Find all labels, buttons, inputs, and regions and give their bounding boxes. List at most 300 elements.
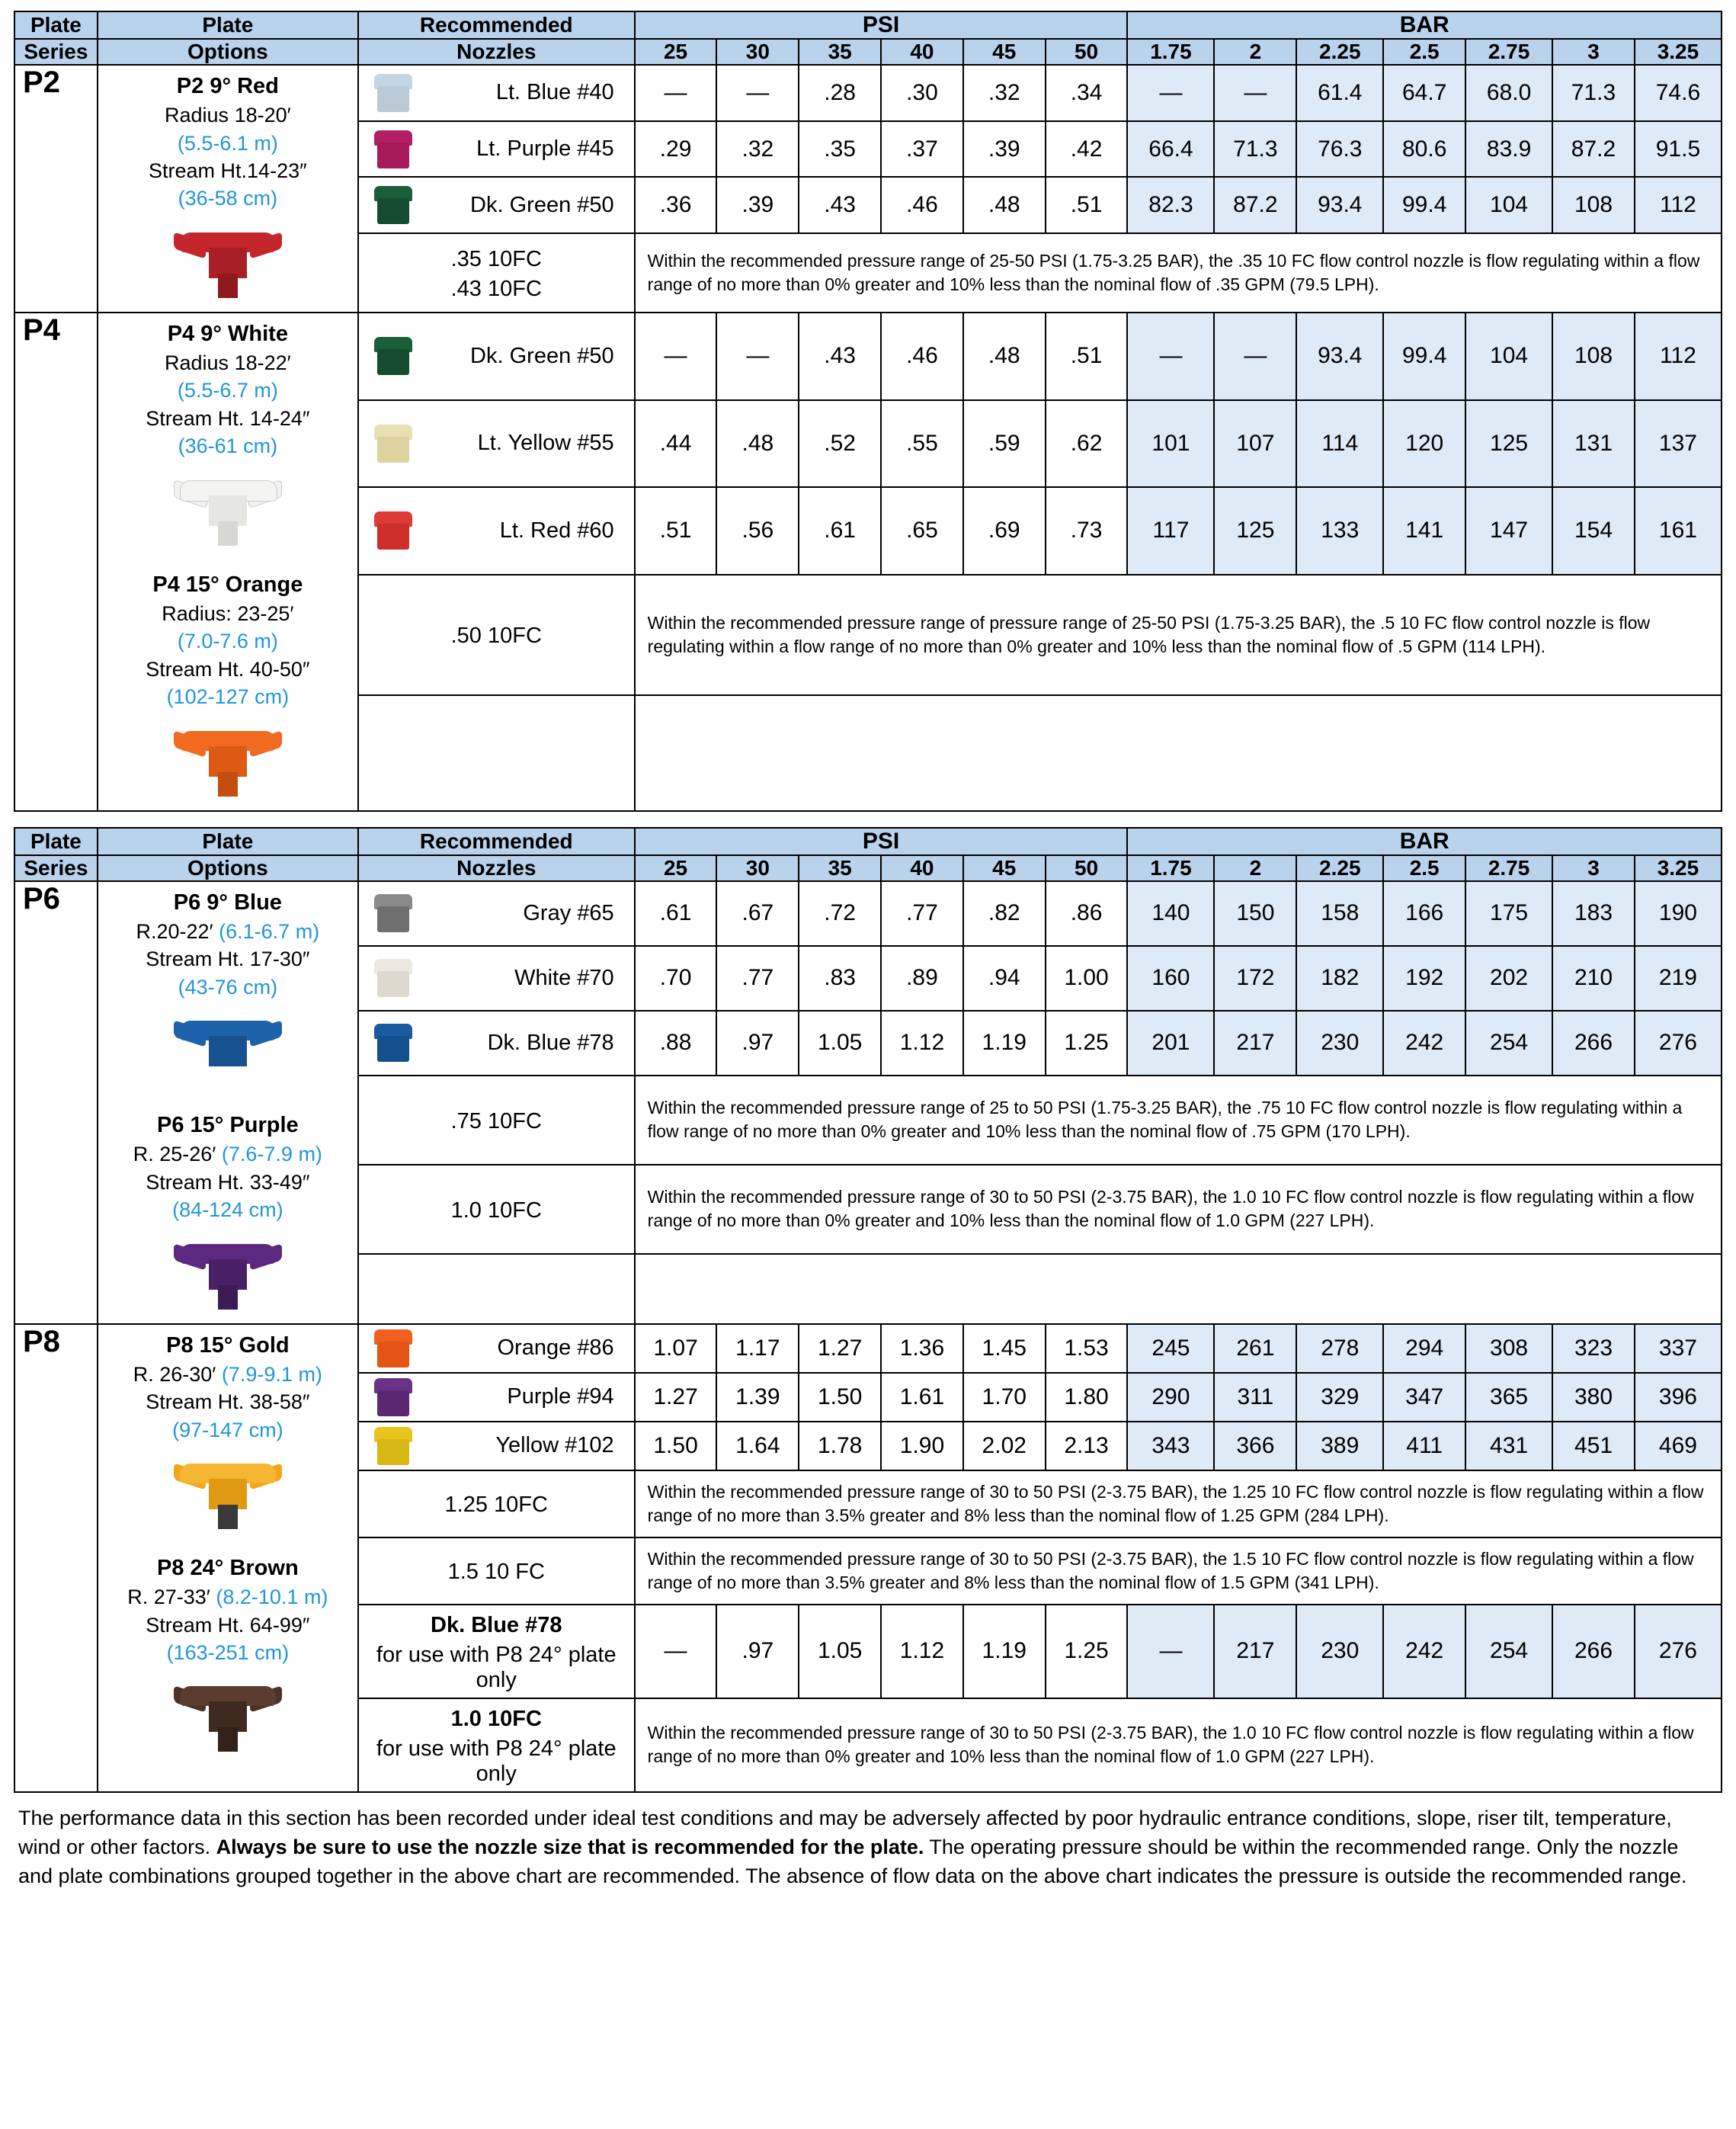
nozzle-icon <box>368 74 418 112</box>
header-nozzles-label: Recommended <box>419 829 573 853</box>
psi-35: 35 <box>828 40 852 63</box>
spacer-cell <box>635 1254 1722 1324</box>
value-cell: 230 <box>1296 1605 1383 1698</box>
series-label: P2 <box>23 66 60 99</box>
value-cell: .32 <box>963 65 1046 121</box>
value-cell: 71.3 <box>1552 65 1635 121</box>
series-cell-p2 <box>14 65 98 313</box>
fc-note: Within the recommended pressure range of 30 to 50 PSI (2-3.75 BAR), the 1.5 10 FC flow control nozzle is flow regulating within a flow range of no more than 3.5% greater and 8% less than the nominal flow of 1.5 GPM (341 LPH). <box>635 1537 1722 1605</box>
plate-option-stream: Stream Ht.14-23″ <box>149 159 307 183</box>
plate-option-stream: Stream Ht. 40-50″ <box>146 657 310 681</box>
bar-col-325 <box>1635 855 1722 881</box>
nozzle-label: Dk. Green #50 <box>470 343 614 368</box>
fc-note: Within the recommended pressure range of 30 to 50 PSI (2-3.75 BAR), the 1.25 10 FC flow control nozzle is flow regulating within a flow range of no more than 3.5% greater and 8% less than the nominal flow of 1.25 GPM (284 LPH). <box>635 1470 1722 1537</box>
bar-2: 2 <box>1249 40 1262 63</box>
header-psi-label: PSI <box>862 12 900 37</box>
spacer-cell <box>358 695 635 811</box>
header-series <box>14 39 98 65</box>
value-cell: 266 <box>1552 1605 1635 1698</box>
fc-label: 1.25 10FC <box>444 1493 548 1518</box>
plate-option-radius-metric: (5.5-6.1 m) <box>177 131 278 155</box>
value-cell: 125 <box>1214 487 1296 575</box>
spacer-cell <box>358 1254 635 1324</box>
nozzle-cell-extra <box>358 1605 635 1698</box>
value-cell: 93.4 <box>1296 177 1383 233</box>
value-cell: 1.80 <box>1046 1373 1128 1422</box>
value-cell: .94 <box>963 946 1046 1011</box>
value-cell: 242 <box>1383 1605 1465 1698</box>
series-cell-p4 <box>14 313 98 811</box>
table-row <box>14 65 1722 121</box>
fc-label: 1.5 10 FC <box>447 1560 545 1585</box>
nozzle-label: Lt. Blue #40 <box>495 80 614 105</box>
value-cell: 451 <box>1552 1422 1635 1470</box>
value-cell: 83.9 <box>1465 121 1552 178</box>
value-cell: .48 <box>716 400 799 488</box>
value-cell: 112 <box>1635 313 1722 400</box>
nozzle-icon <box>368 959 418 997</box>
value-cell: 1.19 <box>963 1011 1046 1076</box>
bar-col-225 <box>1296 855 1383 881</box>
plate-option-stream: Stream Ht. 33-49″ <box>146 1170 310 1194</box>
nozzle-icon <box>368 130 418 168</box>
value-cell: .69 <box>963 487 1046 575</box>
value-cell: 1.05 <box>799 1011 881 1076</box>
value-cell: 329 <box>1296 1373 1383 1422</box>
plate-option-stream-metric: (36-61 cm) <box>178 434 278 458</box>
value-cell: 1.53 <box>1046 1324 1128 1373</box>
nozzle-label: Dk. Blue #78 <box>431 1612 562 1637</box>
header-plate-label: Plate <box>30 829 82 853</box>
value-cell: 82.3 <box>1127 177 1214 233</box>
value-cell: 1.25 <box>1046 1605 1128 1698</box>
value-cell: 68.0 <box>1465 65 1552 121</box>
plate-option-title: P8 24° Brown <box>157 1556 299 1581</box>
bar-col-275 <box>1465 39 1552 65</box>
nozzle-icon <box>368 1427 418 1465</box>
value-cell: .97 <box>716 1011 799 1076</box>
value-cell: 431 <box>1465 1422 1552 1470</box>
fc-label-cell <box>358 1165 635 1254</box>
value-cell: 337 <box>1635 1324 1722 1373</box>
footer-note <box>14 1793 1722 1891</box>
value-cell: .43 <box>799 313 881 400</box>
value-cell: .39 <box>716 177 799 233</box>
value-cell: 1.05 <box>799 1605 881 1698</box>
plate-option-radius: Radius 18-20′ <box>165 104 291 127</box>
psi-35: 35 <box>828 855 852 880</box>
value-cell: 294 <box>1383 1324 1465 1373</box>
plate-option-stream-metric: (102-127 cm) <box>166 685 290 709</box>
bar-2: 2 <box>1249 855 1262 880</box>
value-cell: — <box>635 1605 717 1698</box>
nozzle-icon <box>368 1329 418 1367</box>
bar-3: 3 <box>1587 855 1600 880</box>
bar-col-2 <box>1214 855 1296 881</box>
fc-label-cell <box>358 233 635 313</box>
nozzle-icon <box>368 894 418 932</box>
header-bar-label: BAR <box>1399 12 1449 37</box>
value-cell: 101 <box>1127 400 1214 488</box>
value-cell: .72 <box>799 881 881 946</box>
bar-col-275 <box>1465 855 1552 881</box>
value-cell: 175 <box>1465 881 1552 946</box>
value-cell: 278 <box>1296 1324 1383 1373</box>
fc-label-cell <box>358 1698 635 1792</box>
nozzle-label: Gray #65 <box>523 900 614 925</box>
psi-50: 50 <box>1074 855 1099 880</box>
value-cell: 87.2 <box>1214 177 1296 233</box>
fc-note: Within the recommended pressure range of 25 to 50 PSI (1.75-3.25 BAR), the .75 10 FC flow control nozzle is flow regulating within a flow range of no more than 0% greater and 10% less than the nominal flow of .75 GPM (170 LPH). <box>635 1076 1722 1165</box>
bar-col-175 <box>1127 39 1214 65</box>
value-cell: 311 <box>1214 1373 1296 1422</box>
plate-option-radius: Radius 18-22′ <box>165 351 291 375</box>
value-cell: .97 <box>716 1605 799 1698</box>
value-cell: 396 <box>1635 1373 1722 1422</box>
value-cell: 2.02 <box>963 1422 1046 1470</box>
value-cell: .61 <box>799 487 881 575</box>
value-cell: 104 <box>1465 313 1552 400</box>
header-plate-options-label: Plate <box>202 13 254 37</box>
value-cell: 74.6 <box>1635 65 1722 121</box>
psi-40: 40 <box>910 855 934 880</box>
value-cell: .59 <box>963 400 1046 488</box>
value-cell: 1.61 <box>881 1373 963 1422</box>
value-cell: 1.50 <box>635 1422 717 1470</box>
value-cell: 1.07 <box>635 1324 717 1373</box>
sprayer-icon <box>171 1007 285 1091</box>
value-cell: .42 <box>1046 121 1128 178</box>
value-cell: 93.4 <box>1296 313 1383 400</box>
nozzle-cell <box>358 313 635 400</box>
bar-275: 2.75 <box>1488 40 1530 63</box>
value-cell: 276 <box>1635 1011 1722 1076</box>
value-cell: 1.00 <box>1046 946 1128 1011</box>
psi-col-30 <box>716 855 799 881</box>
value-cell: 1.12 <box>881 1011 963 1076</box>
header-psi <box>635 11 1128 39</box>
value-cell: — <box>1214 313 1296 400</box>
plate-option-title: P6 15° Purple <box>157 1113 299 1138</box>
value-cell: .77 <box>716 946 799 1011</box>
value-cell: 158 <box>1296 881 1383 946</box>
fc-note: Within the recommended pressure range of 30 to 50 PSI (2-3.75 BAR), the 1.0 10 FC flow control nozzle is flow regulating within a flow range of no more than 0% greater and 10% less than the nominal flow of 1.0 GPM (227 LPH). <box>635 1698 1722 1792</box>
table-header-row-1 <box>14 11 1722 39</box>
value-cell: 290 <box>1127 1373 1214 1422</box>
header-plate-options-top <box>98 11 358 39</box>
value-cell: .44 <box>635 400 717 488</box>
plate-option-stream-metric: (84-124 cm) <box>172 1198 283 1222</box>
value-cell: .52 <box>799 400 881 488</box>
value-cell: 182 <box>1296 946 1383 1011</box>
chart-table-bottom <box>14 827 1722 1793</box>
value-cell: 1.27 <box>635 1373 717 1422</box>
bar-325: 3.25 <box>1657 40 1699 63</box>
psi-col-40 <box>881 39 963 65</box>
header-plate <box>14 828 98 855</box>
value-cell: 201 <box>1127 1011 1214 1076</box>
value-cell: 117 <box>1127 487 1214 575</box>
value-cell: .82 <box>963 881 1046 946</box>
value-cell: 71.3 <box>1214 121 1296 178</box>
plate-option-title: P8 15° Gold <box>166 1332 290 1358</box>
bar-25: 2.5 <box>1409 855 1440 880</box>
value-cell: .43 <box>799 177 881 233</box>
plate-option-radius-metric: (7.0-7.6 m) <box>177 630 278 653</box>
header-nozzles-label2: Nozzles <box>456 855 536 880</box>
plate-option-radius-metric: (7.9-9.1 m) <box>221 1362 322 1386</box>
header-nozzles <box>358 855 635 881</box>
table-row <box>14 313 1722 400</box>
footer-text-2: The operating pressure should be within the recommended range. Only the nozzle and plate combinations grouped together in the above chart are recommended. The absence of flow data on the above chart indicates the pressure is outside the recommended range. <box>18 1836 1687 1888</box>
nozzle-cell <box>358 121 635 178</box>
value-cell: 1.90 <box>881 1422 963 1470</box>
psi-col-50 <box>1046 855 1128 881</box>
bar-col-25 <box>1383 39 1465 65</box>
plate-option-stream-metric: (36-58 cm) <box>178 187 278 210</box>
value-cell: 1.50 <box>799 1373 881 1422</box>
value-cell: 87.2 <box>1552 121 1635 178</box>
plate-option-stream-metric: (43-76 cm) <box>178 975 278 999</box>
nozzle-icon <box>368 425 418 463</box>
nozzle-cell <box>358 65 635 121</box>
value-cell: 1.17 <box>716 1324 799 1373</box>
value-cell: .48 <box>963 313 1046 400</box>
bar-175: 1.75 <box>1150 855 1192 880</box>
nozzle-label: Dk. Green #50 <box>470 192 614 217</box>
value-cell: .35 <box>799 121 881 178</box>
header-nozzles-label2: Nozzles <box>456 40 536 63</box>
value-cell: 131 <box>1552 400 1635 488</box>
value-cell: — <box>635 313 717 400</box>
value-cell: 141 <box>1383 487 1465 575</box>
value-cell: 1.39 <box>716 1373 799 1422</box>
value-cell: 245 <box>1127 1324 1214 1373</box>
psi-col-50 <box>1046 39 1128 65</box>
nozzle-cell <box>358 400 635 488</box>
psi-25: 25 <box>663 855 688 880</box>
header-nozzles <box>358 39 635 65</box>
plate-option-radius-metric: (8.2-10.1 m) <box>216 1586 328 1609</box>
header-options-label: Options <box>187 40 268 63</box>
nozzle-icon <box>368 1024 418 1062</box>
value-cell: .37 <box>881 121 963 178</box>
value-cell: 230 <box>1296 1011 1383 1076</box>
value-cell: 261 <box>1214 1324 1296 1373</box>
header-options <box>98 855 358 881</box>
value-cell: .29 <box>635 121 717 178</box>
value-cell: 112 <box>1635 177 1722 233</box>
value-cell: .48 <box>963 177 1046 233</box>
sprayer-icon <box>171 1672 285 1756</box>
value-cell: 99.4 <box>1383 177 1465 233</box>
value-cell: .51 <box>635 487 717 575</box>
psi-col-25 <box>635 39 717 65</box>
series-label: P6 <box>23 881 60 915</box>
nozzle-label: Lt. Purple #45 <box>476 136 614 162</box>
header-nozzles-top <box>358 11 635 39</box>
fc-note: Within the recommended pressure range of 30 to 50 PSI (2-3.75 BAR), the 1.0 10 FC flow control nozzle is flow regulating within a flow range of no more than 0% greater and 10% less than the nominal flow of 1.0 GPM (227 LPH). <box>635 1165 1722 1254</box>
sprayer-icon <box>171 219 285 303</box>
fc-label: .35 10FC <box>450 247 542 272</box>
plate-option-stream: Stream Ht. 38-58″ <box>146 1390 310 1414</box>
value-cell: 1.64 <box>716 1422 799 1470</box>
value-cell: .61 <box>635 881 717 946</box>
bar-col-225 <box>1296 39 1383 65</box>
value-cell: 469 <box>1635 1422 1722 1470</box>
nozzle-icon <box>368 337 418 375</box>
value-cell: 1.78 <box>799 1422 881 1470</box>
value-cell: — <box>1127 313 1214 400</box>
nozzle-label: Orange #86 <box>497 1335 614 1361</box>
value-cell: 99.4 <box>1383 313 1465 400</box>
nozzle-label: Yellow #102 <box>495 1433 614 1458</box>
value-cell: .62 <box>1046 400 1128 488</box>
value-cell: 133 <box>1296 487 1383 575</box>
nozzle-label: Dk. Blue #78 <box>487 1030 614 1055</box>
fc-label-cell <box>358 1076 635 1165</box>
nozzle-cell <box>358 177 635 233</box>
nozzle-sublabel: for use with P8 24° plate only <box>376 1642 617 1692</box>
fc-label: .75 10FC <box>450 1108 542 1133</box>
psi-50: 50 <box>1074 40 1099 63</box>
fc-note: Within the recommended pressure range of pressure range of 25-50 PSI (1.75-3.25 BAR), the .5 10 FC flow control nozzle is flow regulating within a flow range of no more than 0% greater and 10% less than the nominal flow of .5 GPM (114 LPH). <box>635 575 1722 695</box>
header-series <box>14 855 98 881</box>
value-cell: 365 <box>1465 1373 1552 1422</box>
psi-col-40 <box>881 855 963 881</box>
table-header-row-2 <box>14 855 1722 881</box>
value-cell: .56 <box>716 487 799 575</box>
value-cell: .51 <box>1046 177 1128 233</box>
value-cell: .46 <box>881 313 963 400</box>
psi-col-25 <box>635 855 717 881</box>
value-cell: 1.27 <box>799 1324 881 1373</box>
value-cell: 104 <box>1465 177 1552 233</box>
value-cell: 266 <box>1552 1011 1635 1076</box>
value-cell: 108 <box>1552 313 1635 400</box>
fc-label-cell <box>358 575 635 695</box>
table-row <box>14 881 1722 946</box>
value-cell: 254 <box>1465 1011 1552 1076</box>
bar-col-25 <box>1383 855 1465 881</box>
table-header-row-2 <box>14 39 1722 65</box>
plate-option-radius: Radius: 23-25′ <box>162 601 294 625</box>
value-cell: .28 <box>799 65 881 121</box>
value-cell: .32 <box>716 121 799 178</box>
value-cell: 80.6 <box>1383 121 1465 178</box>
value-cell: 172 <box>1214 946 1296 1011</box>
value-cell: 160 <box>1127 946 1214 1011</box>
value-cell: 150 <box>1214 881 1296 946</box>
value-cell: 190 <box>1635 881 1722 946</box>
nozzle-label: Purple #94 <box>507 1384 614 1409</box>
nozzle-cell <box>358 1011 635 1076</box>
value-cell: 108 <box>1552 177 1635 233</box>
fc-label: 1.0 10FC <box>450 1706 542 1731</box>
value-cell: 154 <box>1552 487 1635 575</box>
value-cell: 380 <box>1552 1373 1635 1422</box>
bar-225: 2.25 <box>1319 855 1361 880</box>
plate-options-p6 <box>98 881 358 1324</box>
value-cell: 219 <box>1635 946 1722 1011</box>
value-cell: .34 <box>1046 65 1128 121</box>
fc-label-cell <box>358 1537 635 1605</box>
fc-sublabel: for use with P8 24° plate only <box>376 1736 617 1786</box>
fc-label: .50 10FC <box>450 624 542 649</box>
chart-table-top <box>14 11 1722 812</box>
value-cell: — <box>635 65 717 121</box>
value-cell: 91.5 <box>1635 121 1722 178</box>
value-cell: 1.19 <box>963 1605 1046 1698</box>
fc-label: 1.0 10FC <box>450 1198 542 1223</box>
plate-options-p4 <box>98 313 358 811</box>
bar-325: 3.25 <box>1657 855 1699 880</box>
nozzle-cell <box>358 1373 635 1422</box>
value-cell: .83 <box>799 946 881 1011</box>
plate-option-radius-metric: (7.6-7.9 m) <box>221 1143 322 1166</box>
psi-col-45 <box>963 39 1046 65</box>
value-cell: 1.36 <box>881 1324 963 1373</box>
nozzle-cell <box>358 487 635 575</box>
bar-col-3 <box>1552 39 1635 65</box>
nozzle-label: Lt. Red #60 <box>499 518 614 543</box>
plate-option-radius-metric: (6.1-6.7 m) <box>219 919 320 943</box>
nozzle-cell <box>358 1422 635 1470</box>
footer-text-bold: Always be sure to use the nozzle size that is recommended for the plate. <box>216 1836 924 1859</box>
header-options <box>98 39 358 65</box>
nozzle-cell <box>358 881 635 946</box>
series-cell-p8 <box>14 1324 98 1792</box>
value-cell: .55 <box>881 400 963 488</box>
header-series-label: Series <box>24 855 88 880</box>
plate-option-title: P4 9° White <box>167 321 288 346</box>
plate-option-stream: Stream Ht. 64-99″ <box>146 1613 310 1637</box>
plate-option-radius-metric: (5.5-6.7 m) <box>177 379 278 402</box>
value-cell: 1.12 <box>881 1605 963 1698</box>
value-cell: 217 <box>1214 1011 1296 1076</box>
header-bar <box>1127 11 1722 39</box>
sprayer-icon <box>171 1450 285 1534</box>
value-cell: 242 <box>1383 1011 1465 1076</box>
nozzle-icon <box>368 186 418 224</box>
bar-col-325 <box>1635 39 1722 65</box>
nozzle-label: Lt. Yellow #55 <box>477 431 614 456</box>
value-cell: .46 <box>881 177 963 233</box>
series-cell-p6 <box>14 881 98 1324</box>
plate-option-title: P6 9° Blue <box>173 890 282 915</box>
series-label: P4 <box>23 313 60 347</box>
sprayer-icon <box>171 1230 285 1314</box>
psi-col-35 <box>799 855 881 881</box>
value-cell: 347 <box>1383 1373 1465 1422</box>
bar-col-3 <box>1552 855 1635 881</box>
plate-option-title: P4 15° Orange <box>152 572 303 597</box>
plate-options-p8 <box>98 1324 358 1792</box>
plate-option-stream-metric: (97-147 cm) <box>172 1418 283 1441</box>
value-cell: 276 <box>1635 1605 1722 1698</box>
value-cell: .36 <box>635 177 717 233</box>
value-cell: — <box>1127 65 1214 121</box>
value-cell: .86 <box>1046 881 1128 946</box>
bar-175: 1.75 <box>1150 40 1192 63</box>
value-cell: .39 <box>963 121 1046 178</box>
bar-col-175 <box>1127 855 1214 881</box>
psi-30: 30 <box>745 855 770 880</box>
value-cell: .51 <box>1046 313 1128 400</box>
value-cell: 1.45 <box>963 1324 1046 1373</box>
value-cell: 114 <box>1296 400 1383 488</box>
value-cell: 192 <box>1383 946 1465 1011</box>
